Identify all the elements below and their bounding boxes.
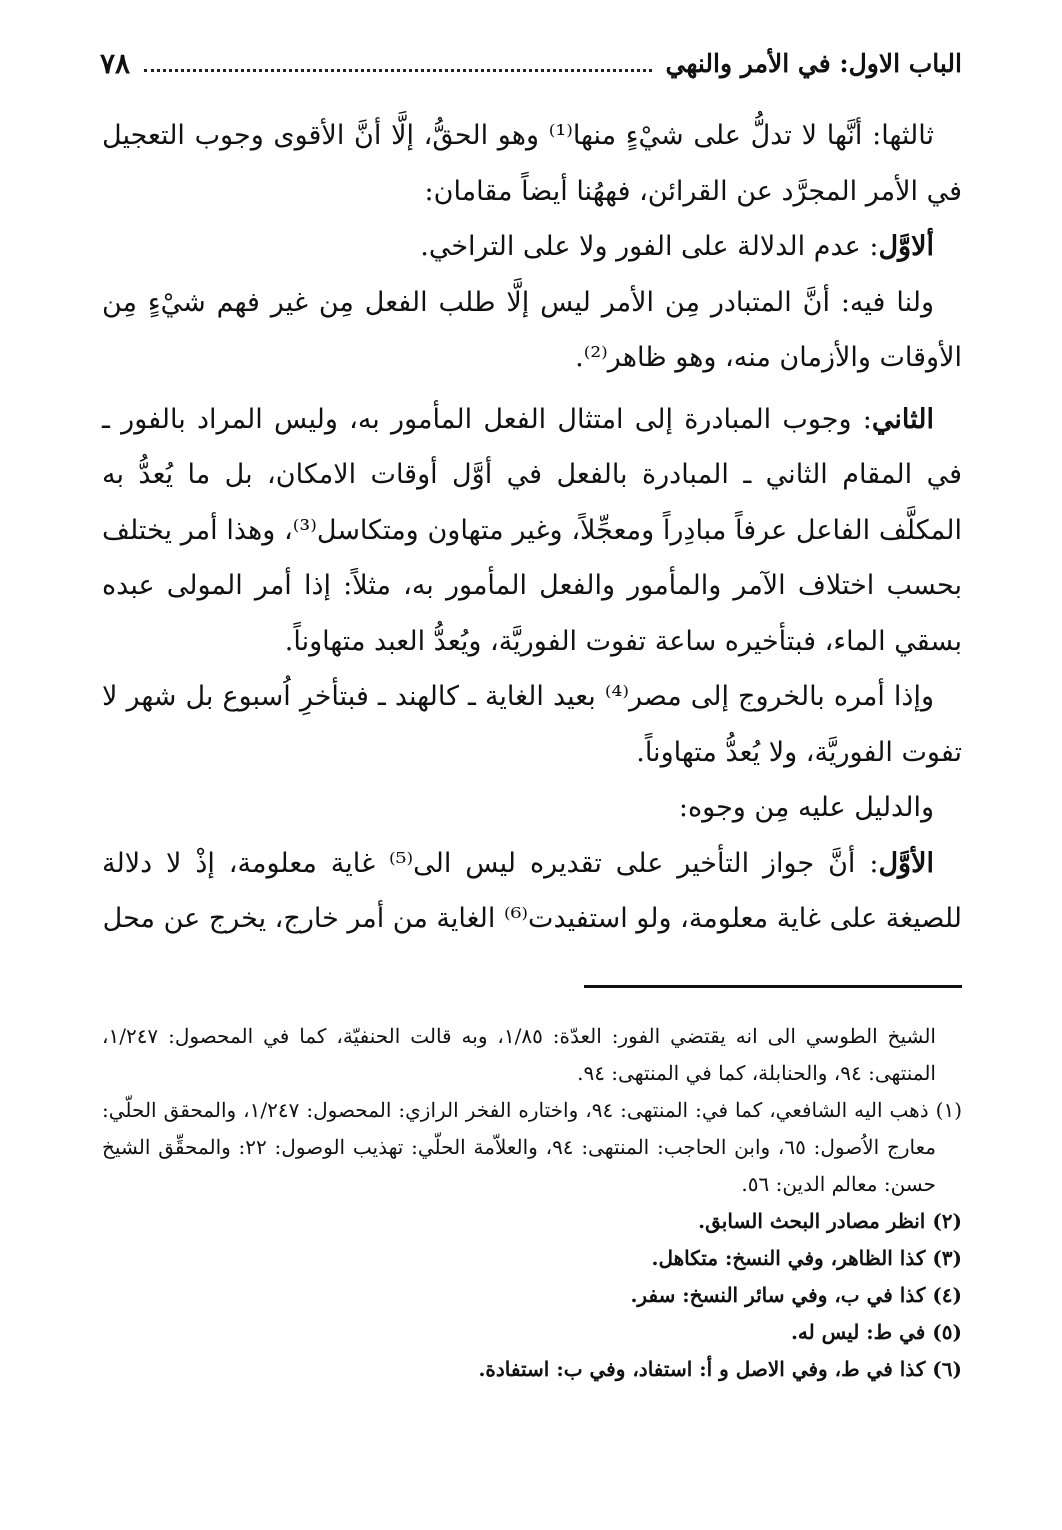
- first-stance-label: ألاوَّل: [878, 231, 934, 262]
- header-dot-leader: [144, 69, 651, 72]
- footnote-1: (١) ذهب اليه الشافعي، كما في: المنتهى: ٩٤، واختاره الفخر الرازي: المحصول: ١/٢٤٧، والمحقق الحلّي: معارج الاُصول: ٦٥، وابن الحاجب: المنتهى: ٩٤، والعلاّمة الحلّي: تهذيب الوصول: ٢٢: والمحقِّق الشيخ حسن: معالم الدين: ٥٦.: [102, 1098, 962, 1196]
- second-stance-text: : وجوب المبادرة إلى امتثال الفعل المأمور به، وليس المراد بالفور ـ في المقام الثاني ـ المبادرة بالفعل في أوَّل أوقات الامكان، بل ما يُعدُّ به المكلَّف الفاعل عرفاً مبادِراً ومعجِّلاً، وغير متهاون ومتكاسل⁽³⁾، وهذا أمر يختلف بحسب اختلاف الآمر والمأمور والفعل المأمور به، مثلاً: إذا أمر المولى عبده بسقي الماء، فبتأخيره ساعة تفوت الفوريَّة، ويُعدُّ العبد متهاوناً.: [102, 403, 962, 657]
- paragraph-distant-goal: وإذا أمره بالخروج إلى مصر⁽⁴⁾ بعيد الغاية ـ كالهند ـ فبتأخرِ اُسبوع بل شهر لا تفوت الفوريَّة، ولا يُعدُّ متهاوناً.: [102, 681, 962, 768]
- footnote-5: (٥) في ط: ليس له.: [790, 1320, 962, 1344]
- first-stance-text: : عدم الدلالة على الفور ولا على التراخي.: [420, 231, 879, 262]
- footnote-3: (٣) كذا الظاهر، وفي النسخ: متكاهل.: [651, 1246, 962, 1270]
- footnote-6: (٦) كذا في ط، وفي الاصل و أ: استفاد، وفي ب: استفادة.: [478, 1357, 962, 1381]
- first-evidence-label: الأوَّل: [878, 847, 934, 879]
- footnote-2: (٢) انظر مصادر البحث السابق.: [698, 1209, 962, 1233]
- chapter-title: الباب الاول: في الأمر والنهي: [665, 48, 962, 78]
- second-stance-label: الثاني: [871, 403, 934, 435]
- first-evidence-text: : أنَّ جواز التأخير على تقديره ليس الى⁽⁵⁾ غاية معلومة، إذْ لا دلالة للصيغة على غاية معلومة، ولو استفيدت⁽⁶⁾ الغاية من أمر خارج، يخرج عن محل: [102, 847, 962, 934]
- paragraph-first-evidence: [102, 836, 962, 947]
- footnote-carry-over: الشيخ الطوسي الى انه يقتضي الفور: العدّة: ١/٨٥، وبه قالت الحنفيّة، كما في المحصول: ١/٢٤٧، المنتهى: ٩٤، والحنابلة، كما في المنتهى: ٩٤.: [102, 1024, 936, 1085]
- footnote-4: (٤) كذا في ب، وفي سائر النسخ: سفر.: [630, 1283, 962, 1307]
- paragraph-third-opinion: ثالثها: أنَّها لا تدلُّ على شيْءٍ منها⁽¹⁾ وهو الحقُّ، إلَّا أنَّ الأقوى وجوب التعجيل في الأمر المجرَّد عن القرائن، فههُنا أيضاً مقامان:: [102, 120, 962, 207]
- main-text: [102, 108, 962, 947]
- page-number: ٧٨: [100, 46, 131, 80]
- running-header: [100, 38, 962, 88]
- paragraph-evidence-intro: والدليل عليه مِن وجوه:: [678, 792, 934, 823]
- footnote-separator: [584, 985, 962, 988]
- footnotes: [102, 1018, 962, 1388]
- paragraph-our-argument: ولنا فيه: أنَّ المتبادر مِن الأمر ليس إلَّا طلب الفعل مِن غير فهم شيْءٍ مِن الأوقات والأزمان منه، وهو ظاهر⁽²⁾.: [102, 286, 962, 373]
- paragraph-first-stance: [102, 219, 962, 275]
- paragraph-second-stance: [102, 392, 962, 670]
